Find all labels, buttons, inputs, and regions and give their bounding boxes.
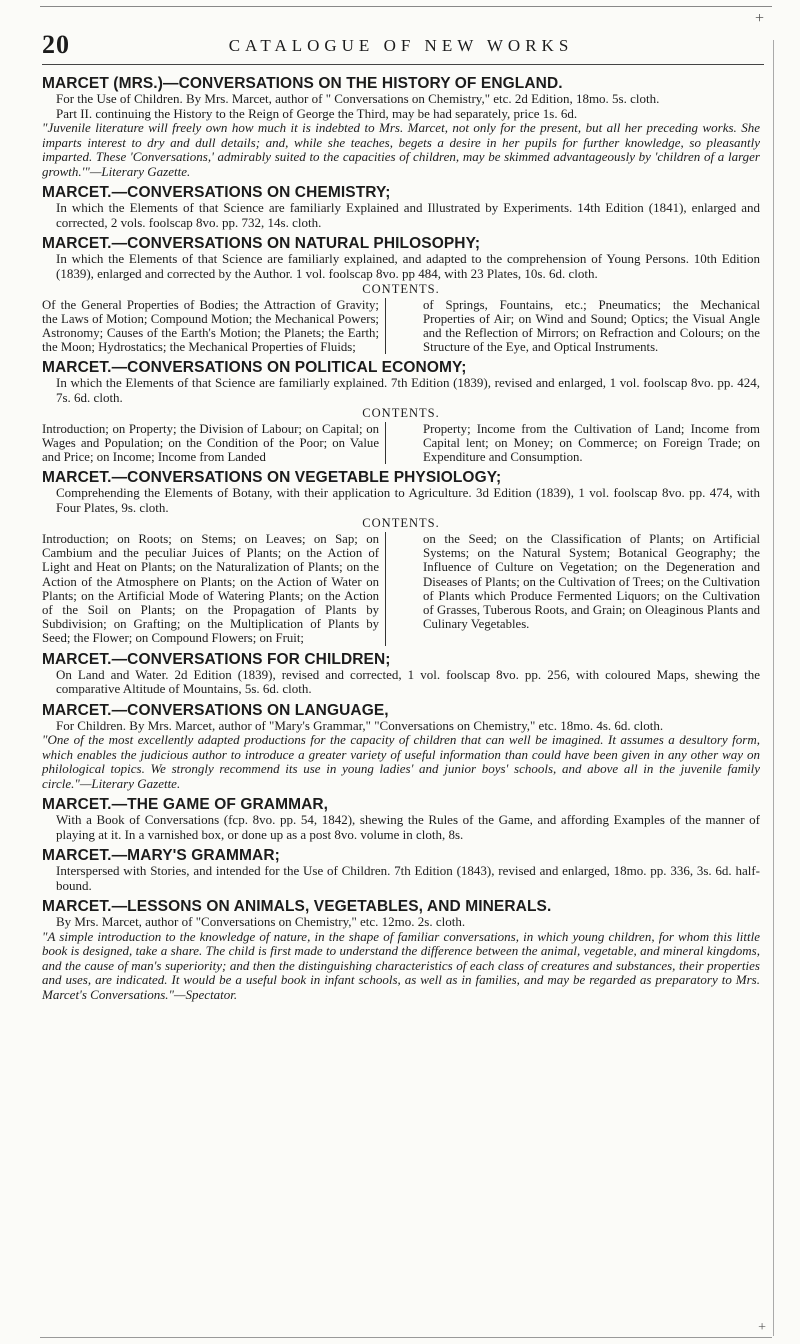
entry-title: MARCET.—CONVERSATIONS FOR CHILDREN; (42, 650, 391, 668)
catalogue-entry (42, 359, 760, 464)
catalogue-entry (42, 847, 760, 893)
entry-details: Interspersed with Stories, and intended for the Use of Children. 7th Edition (1843), revised and enlarged, 18mo. pp. 336, 3s. 6d. half-bound. (56, 863, 760, 893)
entry-details: On Land and Water. 2d Edition (1839), revised and corrected, 1 vol. foolscap 8vo. pp. 256, with coloured Maps, shewing the comparative Altitude of Mountains, 5s. 6d. cloth. (56, 666, 760, 697)
bottom-border (40, 1337, 772, 1338)
header-rule (42, 64, 764, 65)
contents-columns (42, 298, 760, 355)
running-title: CATALOGUE OF NEW WORKS (228, 36, 574, 55)
contents-right: on the Seed; on the Classification of Plants; on Artificial Systems; on the Natural System; Botanical Geography; the Influence of Culture on Vegetation; on the Degeneration and Diseases of Plants; on the Cultivation of Trees; on the Cultivation of Plants which Produce Fermented Liquors; on the Cultivation of Grasses, Tuberous Roots, and Grain; on Oleaginous Plants and Culinary Vegetables. (423, 531, 760, 632)
contents-right: Property; Income from the Cultivation of Land; Income from Capital lent; on Money; on Commerce; on Foreign Trade; on Expenditure and Consumption. (423, 421, 760, 465)
entry-title: MARCET.—CONVERSATIONS ON LANGUAGE, (42, 701, 389, 719)
catalogue-entry (42, 651, 760, 697)
entry-title: MARCET.—LESSONS ON ANIMALS, VEGETABLES, AND MINERALS. (42, 898, 552, 916)
catalogue-entry (42, 898, 760, 1002)
review-quote: "One of the most excellently adapted productions for the capacity of children that can well be imagined. It assumes a desultory form, which enables the judicious author to introduce a greater variety of useful information than could have been given in any other way on philological topics. We strongly recommend its use in young ladies' and junior boys' schools, and above all in the juvenile family circle."—Literary Gazette. (42, 732, 760, 791)
catalogue-entry (42, 235, 760, 354)
contents-columns (42, 422, 760, 465)
corner-mark-bottom: + (758, 1320, 766, 1335)
corner-mark-top: + (754, 10, 764, 27)
contents-label: CONTENTS. (362, 406, 440, 421)
entry-details: In which the Elements of that Science are familiarly Explained and Illustrated by Experiments. 14th Edition (1841), enlarged and corrected, 2 vols. foolscap 8vo. pp. 732, 14s. cloth. (56, 200, 760, 230)
entry-details: Comprehending the Elements of Botany, with their application to Agriculture. 3d Edition (1839), 1 vol. foolscap 8vo. pp. 474, with Four Plates, 9s. cloth. (56, 485, 760, 515)
entry-details: In which the Elements of that Science are familiarly explained, and adapted to the comprehension of Young Persons. 10th Edition (1839), enlarged and corrected by the Author. 1 vol. foolscap 8vo. pp 484, with 23 Plates, 10s. 6d. cloth. (56, 251, 760, 281)
catalogue-entry (42, 75, 760, 179)
entry-title: MARCET.—CONVERSATIONS ON VEGETABLE PHYSIOLOGY; (42, 469, 502, 487)
entry-details: Part II. continuing the History to the Reign of George the Third, may be had separately, price 1s. 6d. (56, 105, 578, 121)
catalogue-entry (42, 469, 760, 645)
entry-title: MARCET.—CONVERSATIONS ON NATURAL PHILOSOPHY; (42, 235, 481, 252)
catalogue-content (42, 70, 760, 1002)
contents-left: Introduction; on Roots; on Stems; on Leaves; on Sap; on Cambium and the peculiar Juices of Plants; on the Action of Light and Heat on Plants; on the Naturalization of Plants; on the Action of the Atmosphere on Plants; on the Action of Water on Plants; on the Artificial Mode of Watering Plants; on the Action of the Soil on Plants; on the Propagation of Plants by Subdivision; on Grafting; on the Multiplication of Plants by Seed; the Flower; on Compound Flowers; on Fruit; (42, 532, 386, 646)
page-header (42, 30, 760, 58)
contents-right: of Springs, Fountains, etc.; Pneumatics; the Mechanical Properties of Air; on Wind and Sound; Optics; the Visual Angle and the Reflection of Mirrors; on Refraction and Colours; on the Structure of the Eye, and Optical Instruments. (423, 297, 760, 355)
right-margin-line (773, 40, 774, 1336)
contents-left: Introduction; on Property; the Division of Labour; on Capital; on Wages and Population; on the Condition of the Poor; on Value and Price; on Income; Income from Landed (42, 422, 386, 465)
entry-details: By Mrs. Marcet, author of "Conversations on Chemistry," etc. 12mo. 2s. cloth. (56, 914, 466, 930)
contents-label: CONTENTS. (362, 282, 440, 296)
top-border (40, 6, 772, 7)
entry-title: MARCET.—CONVERSATIONS ON CHEMISTRY; (42, 184, 391, 201)
review-quote: "Juvenile literature will freely own how much it is indebted to Mrs. Marcet, not only for the present, but all her preceding works. She imparts interest to dry and dull details; and, while she teaches, begets a desire in her pupils for further knowledge, so pleasantly imparted. These 'Conversations,' admirably suited to the capacities of children, may be skimmed advantageously by 'children of a larger growth.'"—Literary Gazette. (42, 120, 760, 179)
entry-details: For Children. By Mrs. Marcet, author of "Mary's Grammar," "Conversations on Chemistry," etc. 18mo. 4s. 6d. cloth. (56, 717, 664, 733)
contents-columns (42, 532, 760, 646)
entry-title: MARCET.—THE GAME OF GRAMMAR, (42, 796, 329, 814)
entry-details: For the Use of Children. By Mrs. Marcet, author of " Conversations on Chemistry," etc. 2d Edition, 18mo. 5s. cloth. (56, 91, 660, 106)
page-number: 20 (42, 30, 70, 59)
review-quote: "A simple introduction to the knowledge of nature, in the shape of familiar conversations, in which young children, for whom this little book is designed, take a share. The child is first made to understand the difference between the animal, vegetable, and mineral kingdoms, and the cause of man's superiority; and then the distinguishing characteristics of each class of creatures and substances, their properties and uses, are indicated. It would be a useful book in infant schools, as well as in families, and may be regarded as preparatory to Mrs. Marcet's Conversations."—Spectator. (42, 928, 760, 1002)
entry-title: MARCET (MRS.)—CONVERSATIONS ON THE HISTORY OF ENGLAND. (42, 75, 563, 92)
contents-left: Of the General Properties of Bodies; the Attraction of Gravity; the Laws of Motion; Compound Motion; the Mechanical Powers; Astronomy; Causes of the Earth's Motion; the Planets; the Earth; the Moon; Hydrostatics; the Mechanical Properties of Fluids; (42, 298, 386, 355)
entry-title: MARCET.—MARY'S GRAMMAR; (42, 847, 280, 865)
catalogue-entry (42, 184, 760, 230)
catalogue-entry (42, 796, 760, 842)
catalogue-entry (42, 702, 760, 792)
entry-title: MARCET.—CONVERSATIONS ON POLITICAL ECONOMY; (42, 359, 467, 377)
entry-details: With a Book of Conversations (fcp. 8vo. pp. 54, 1842), shewing the Rules of the Game, and affording Examples of the manner of playing at it. In a varnished box, or done up as a post 8vo. volume in cloth, 8s. (56, 812, 760, 842)
contents-label: CONTENTS. (362, 516, 440, 531)
entry-details: In which the Elements of that Science are familiarly explained. 7th Edition (1839), revised and enlarged, 1 vol. foolscap 8vo. pp. 424, 7s. 6d. cloth. (56, 375, 760, 405)
